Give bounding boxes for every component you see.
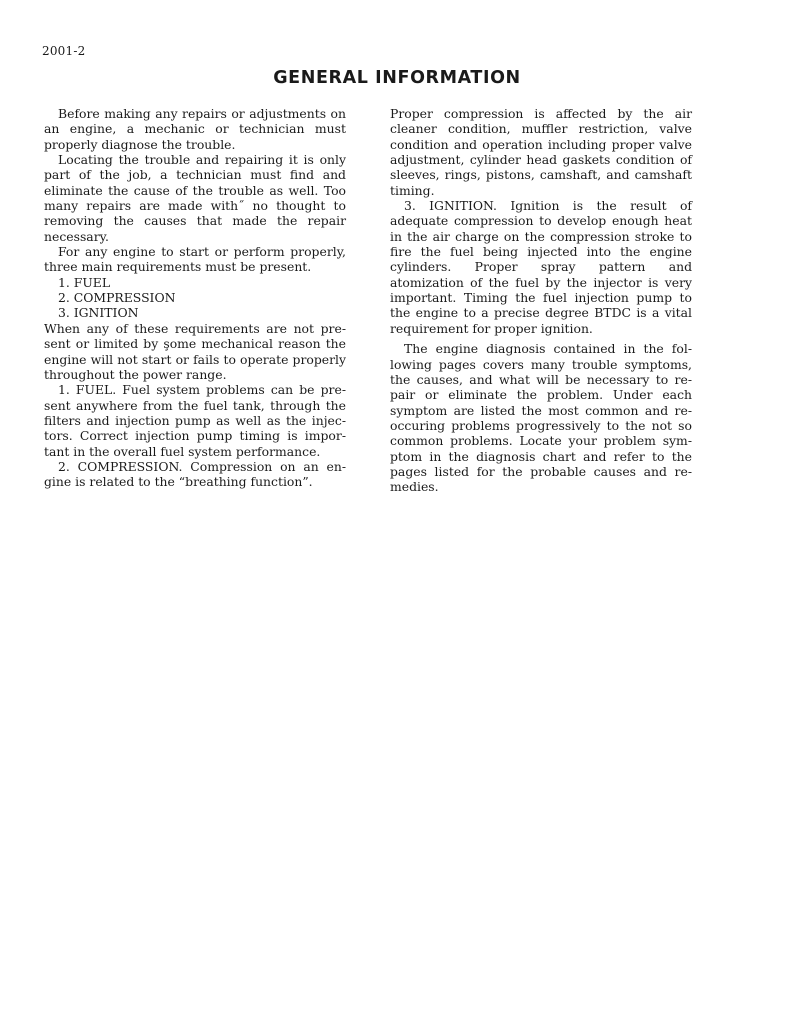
paragraph: The engine diagnosis contained in the following pages covers many trouble symptoms, the causes, and what will be necessary to repair or eliminate the problem. Under each symptom are listed the most common and reoccuring problems progressively to the not so common problems. Locate your problem symptom in the diagnosis chart and refer to the pages listed for the probable causes and remedies.: [390, 341, 692, 495]
requirements-list: [44, 275, 346, 321]
right-column: [390, 106, 692, 495]
paragraph: Proper compression is affected by the air cleaner condition, muffler restriction, valve condition and operation including proper valve adjustment, cylinder head gaskets condition of sleeves, rings, pistons, camshaft, and camshaft timing.: [390, 106, 692, 198]
paragraph: Locating the trouble and repairing it is only part of the job, a technician must find and eliminate the cause of the trouble as well. Too many repairs are made with˝ no thought to removing the causes that made the repair necessary.: [44, 152, 346, 244]
paragraph: 1. FUEL. Fuel system problems can be present anywhere from the fuel tank, through the filters and injection pump as well as the injectors. Correct injection pump timing is important in the overall fuel system performance.: [44, 382, 346, 459]
page-title: GENERAL INFORMATION: [273, 68, 521, 88]
paragraph: For any engine to start or perform properly, three main requirements must be present.: [44, 244, 346, 275]
list-item: 1. FUEL: [58, 274, 111, 290]
list-item: 3. IGNITION: [58, 305, 139, 321]
page-number: 2001-2: [42, 44, 86, 58]
paragraph: 3. IGNITION. Ignition is the result of adequate compression to develop enough heat in the air charge on the compression stroke to fire the fuel being injected into the engine cylinders. Proper spray pattern and atomization of the fuel by the injector is very important. Timing the fuel injection pump to the engine to a precise degree BTDC is a vital requirement for proper ignition.: [390, 198, 692, 336]
paragraph: 2. COMPRESSION. Compression on an engine is related to the “breathing function”.: [44, 458, 346, 490]
list-item: 2. COMPRESSION: [58, 290, 176, 306]
paragraph: When any of these requirements are not present or limited by şome mechanical reason the engine will not start or fails to operate properly throughout the power range.: [44, 320, 346, 382]
paragraph: Before making any repairs or adjustments on an engine, a mechanic or technician must properly diagnose the trouble.: [44, 106, 346, 152]
left-column: [44, 106, 346, 490]
